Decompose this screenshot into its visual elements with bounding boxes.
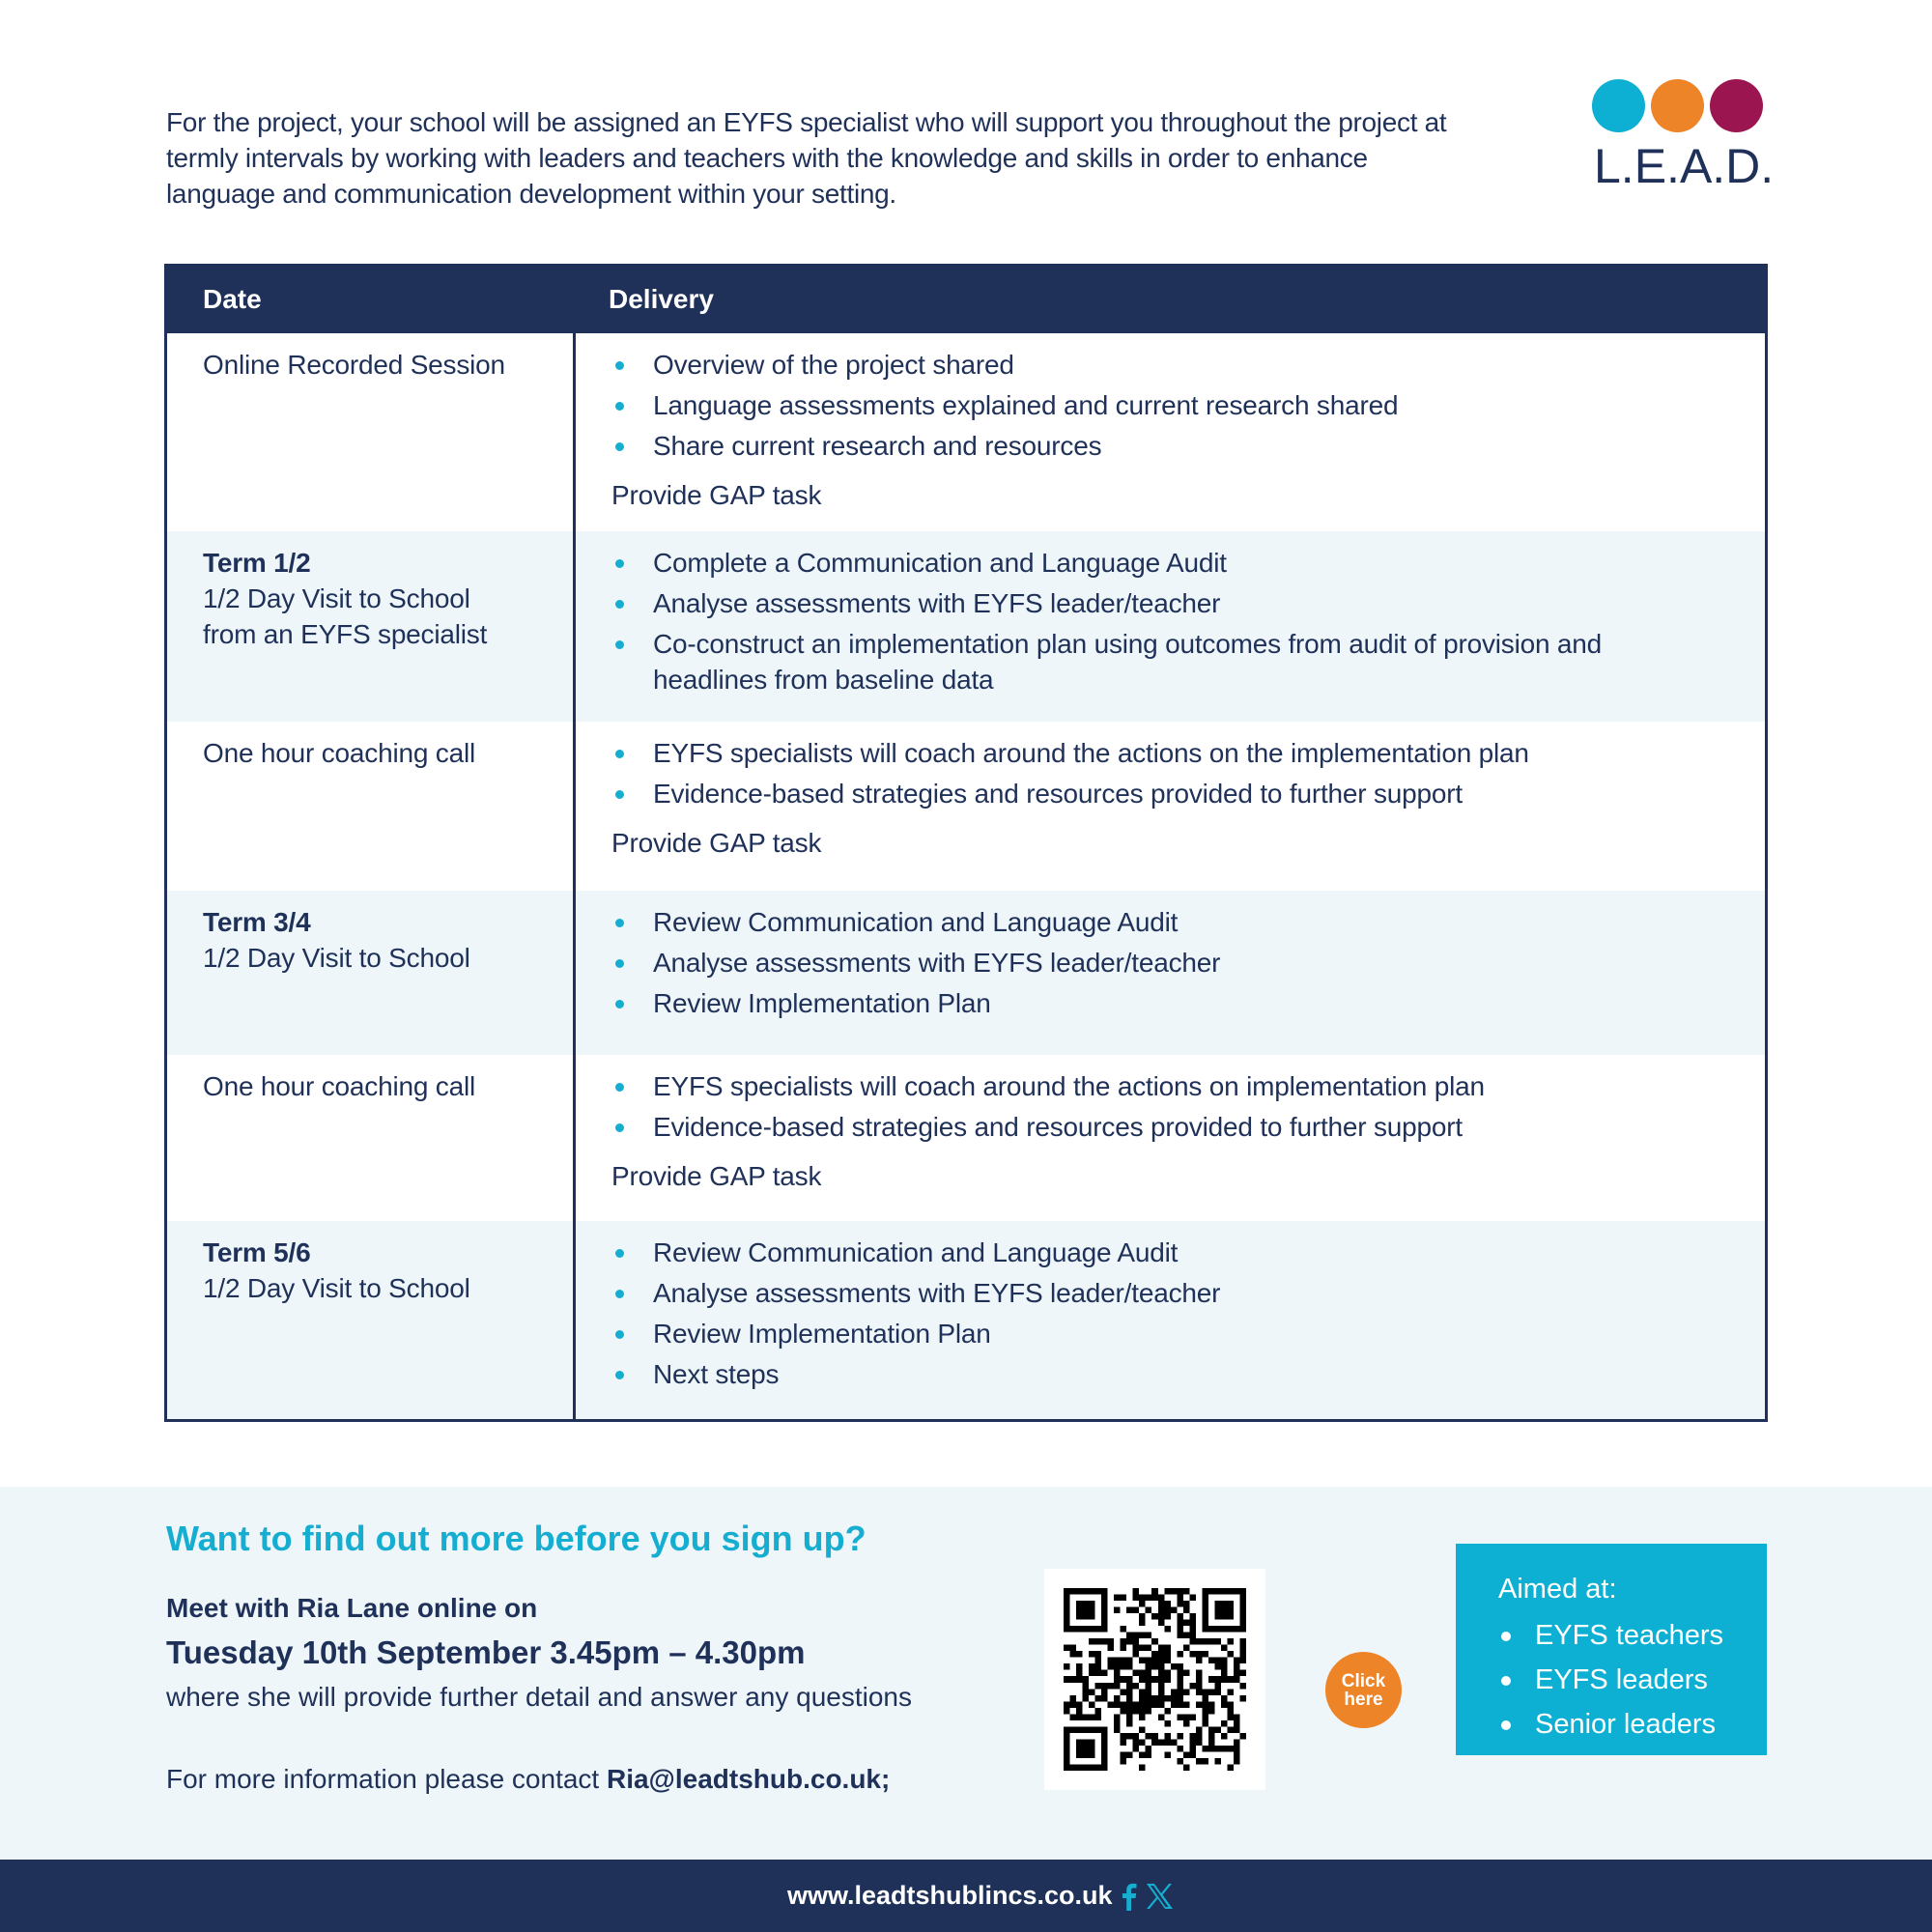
bullet-icon [615,640,624,649]
contact-prefix: For more information please contact [166,1764,607,1794]
bullet-icon [615,1249,624,1258]
column-divider [573,333,576,1419]
delivery-item [611,347,1722,383]
website-link[interactable]: www.leadtshublincs.co.uk [787,1881,1113,1910]
delivery-item-text: Analyse assessments with EYFS leader/teacher [653,948,1221,978]
delivery-item-text: Co-construct an implementation plan using outcomes from audit of provision and headlines from baseline data [653,629,1603,695]
bullet-icon [615,1371,624,1379]
delivery-list [611,545,1722,697]
bullet-icon [615,402,624,411]
x-icon[interactable] [1145,1883,1174,1910]
delivery-item-text: EYFS specialists will coach around the actions on the implementation plan [653,738,1529,768]
delivery-item [611,1235,1722,1270]
delivery-item-text: EYFS specialists will coach around the actions on implementation plan [653,1071,1485,1101]
date-cell [203,545,560,652]
delivery-item-text: Next steps [653,1359,780,1389]
bullet-icon [615,1000,624,1009]
delivery-item-text: Share current research and resources [653,431,1102,461]
table-row [167,891,1765,1055]
date-text: 1/2 Day Visit to School [203,583,470,613]
delivery-item [611,428,1722,464]
delivery-cell [611,1068,1722,1194]
delivery-item [611,1109,1722,1145]
header-date: Date [203,284,262,314]
date-text: 1/2 Day Visit to School [203,943,470,973]
date-text: from an EYFS specialist [203,619,488,649]
delivery-item-text: Evidence-based strategies and resources provided to further support [653,1112,1463,1142]
delivery-table [164,264,1768,1422]
click-here-button[interactable] [1325,1652,1402,1728]
bullet-icon [615,1330,624,1339]
bullet-icon [615,1290,624,1298]
meeting-description: where she will provide further detail and answer any questions [166,1682,912,1712]
delivery-item [611,735,1722,771]
date-cell [203,1068,560,1104]
delivery-item-text: Complete a Communication and Language Audit [653,548,1227,578]
delivery-cell [611,1235,1722,1397]
delivery-item [611,1275,1722,1311]
bullet-icon [615,1083,624,1092]
date-cell [203,904,560,976]
aimed-at-item [1498,1658,1767,1702]
contact-email[interactable]: Ria@leadtshub.co.uk; [606,1764,891,1794]
logo-dot-orange [1651,79,1704,132]
delivery-list [611,735,1722,811]
delivery-item-text: Review Implementation Plan [653,988,991,1018]
bullet-icon [615,919,624,927]
delivery-item [611,776,1722,811]
table-row [167,333,1765,531]
date-cell [203,1235,560,1306]
delivery-item-text: Review Communication and Language Audit [653,1237,1179,1267]
delivery-item [611,945,1722,980]
delivery-list [611,904,1722,1021]
delivery-cell [611,904,1722,1026]
logo-dot-cyan [1592,79,1645,132]
bullet-icon [1501,1720,1511,1730]
date-cell [203,735,560,771]
bullet-icon [615,1123,624,1132]
header-delivery: Delivery [609,284,714,314]
delivery-item [611,1068,1722,1104]
click-label-1: Click [1341,1670,1386,1691]
term-label: Term 3/4 [203,907,311,937]
delivery-list [611,347,1722,464]
bullet-icon [1501,1632,1511,1641]
table-row [167,722,1765,891]
delivery-item [611,387,1722,423]
bullet-icon [615,790,624,799]
delivery-item [611,985,1722,1021]
aimed-at-box [1456,1544,1767,1755]
date-text: 1/2 Day Visit to School [203,1273,470,1303]
delivery-cell [611,545,1722,702]
aimed-at-title: Aimed at: [1498,1574,1617,1605]
table-row [167,531,1765,722]
bullet-icon [615,750,624,758]
delivery-cell [611,347,1722,513]
click-label-2: here [1344,1689,1383,1710]
logo-text: L.E.A.D. [1594,139,1775,193]
bullet-icon [615,600,624,609]
bullet-icon [615,559,624,568]
delivery-item [611,545,1722,581]
aimed-at-item [1498,1702,1767,1747]
delivery-item [611,1356,1722,1392]
logo-dot-plum [1710,79,1763,132]
delivery-list [611,1235,1722,1392]
contact-line [166,1762,890,1797]
aimed-at-text: EYFS leaders [1535,1664,1708,1695]
date-cell [203,347,560,383]
delivery-cell [611,735,1722,861]
gap-task-note: Provide GAP task [611,480,822,510]
delivery-item-text: Language assessments explained and current research shared [653,390,1399,420]
qr-code[interactable] [1044,1569,1265,1790]
bullet-icon [615,959,624,968]
delivery-item-text: Analyse assessments with EYFS leader/teacher [653,1278,1221,1308]
aimed-at-item [1498,1613,1767,1658]
bullet-icon [615,442,624,451]
meet-text: Meet with Ria Lane online on [166,1593,538,1623]
term-label: Term 1/2 [203,548,311,578]
facebook-icon[interactable] [1119,1882,1138,1911]
footer-bar [0,1860,1932,1932]
find-out-more-section [0,1487,1932,1860]
delivery-item-text: Analyse assessments with EYFS leader/teacher [653,588,1221,618]
delivery-item [611,585,1722,621]
aimed-at-text: EYFS teachers [1535,1620,1724,1651]
table-row [167,1221,1765,1419]
intro-paragraph: For the project, your school will be assigned an EYFS specialist who will support you throughout the project at termly intervals by working with leaders and teachers with the knowledge and skills in order to enhance language and communication development within your setting. [166,107,1447,209]
bullet-icon [615,361,624,370]
lead-logo [1592,75,1775,201]
gap-task-note: Provide GAP task [611,1161,822,1191]
more-heading: Want to find out more before you sign up? [166,1519,867,1558]
table-row [167,1055,1765,1221]
term-label: Term 5/6 [203,1237,311,1267]
gap-task-note: Provide GAP task [611,828,822,858]
qr-code-pattern [1064,1588,1246,1771]
aimed-at-text: Senior leaders [1535,1709,1716,1740]
delivery-item [611,1316,1722,1351]
table-header [164,264,1768,333]
date-text: One hour coaching call [203,1071,475,1101]
delivery-list [611,1068,1722,1145]
date-text: One hour coaching call [203,738,475,768]
meeting-datetime: Tuesday 10th September 3.45pm – 4.30pm [166,1634,806,1670]
delivery-item-text: Evidence-based strategies and resources provided to further support [653,779,1463,809]
delivery-item-text: Review Implementation Plan [653,1319,991,1349]
bullet-icon [1501,1676,1511,1686]
delivery-item-text: Review Communication and Language Audit [653,907,1179,937]
delivery-item-text: Overview of the project shared [653,350,1014,380]
delivery-item [611,626,1722,697]
delivery-item [611,904,1722,940]
date-text: Online Recorded Session [203,350,505,380]
